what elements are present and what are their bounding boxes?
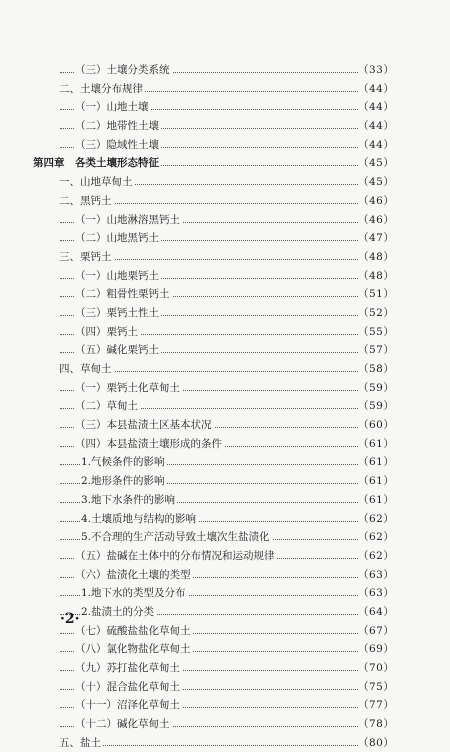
toc-page-number: （47） [358, 229, 392, 248]
toc-page-number: （59） [358, 379, 392, 398]
toc-page-number: （63） [358, 584, 392, 603]
toc-entry[interactable] [0, 80, 450, 99]
toc-page-number: （61） [358, 435, 392, 454]
toc-entry-title: （一）山地土壤 [75, 98, 151, 117]
toc-page-number: （58） [358, 360, 392, 379]
toc-entry-title: 5.不合理的生产活动导致土壤次生盐渍化 [81, 528, 272, 547]
toc-page-number: （60） [358, 416, 392, 435]
toc-page-number: （67） [358, 622, 392, 641]
toc-page-number: （33） [358, 61, 392, 80]
toc-entry[interactable] [0, 510, 450, 529]
toc-entry-title: （三）本县盐渍土区基本状况 [75, 416, 214, 435]
toc-entry-title: 五、盐土 [59, 734, 103, 752]
toc-page-number: （44） [358, 80, 392, 99]
toc-entry-title: （十）混合盐化草甸土 [75, 678, 182, 697]
toc-page-number: （44） [358, 117, 392, 136]
toc-entry-title: 四、草甸土 [59, 360, 114, 379]
toc-entry[interactable] [0, 734, 450, 752]
toc-entry[interactable] [0, 566, 450, 585]
toc-page-number: （62） [358, 547, 392, 566]
toc-entry[interactable] [0, 192, 450, 211]
toc-entry[interactable] [0, 304, 450, 323]
toc-page-number: （62） [358, 510, 392, 529]
toc-page-number: （46） [358, 211, 392, 230]
toc-page-number: （48） [358, 267, 392, 286]
toc-entry[interactable] [0, 285, 450, 304]
toc-entry[interactable] [0, 715, 450, 734]
table-of-contents [0, 61, 450, 752]
toc-page-number: （63） [358, 566, 392, 585]
toc-entry-title: （一）栗钙土化草甸土 [75, 379, 182, 398]
toc-entry[interactable] [0, 360, 450, 379]
toc-entry-title: （三）隐域性土壤 [75, 136, 161, 155]
toc-entry-title: 1.气候条件的影响 [81, 453, 167, 472]
toc-entry-title: （三）栗钙土性土 [75, 304, 161, 323]
toc-entry[interactable] [0, 211, 450, 230]
toc-page-number: （51） [358, 285, 392, 304]
toc-page-number: （61） [358, 453, 392, 472]
toc-entry-title: 1.地下水的类型及分布 [81, 584, 188, 603]
toc-page-number: （48） [358, 248, 392, 267]
toc-entry-title: （八）氯化物盐化草甸土 [75, 640, 193, 659]
toc-page-number: （55） [358, 323, 392, 342]
toc-entry[interactable] [0, 584, 450, 603]
toc-page-number: （61） [358, 472, 392, 491]
toc-page-number: （69） [358, 640, 392, 659]
toc-entry[interactable] [0, 229, 450, 248]
toc-entry[interactable] [0, 696, 450, 715]
toc-page-number: （61） [358, 491, 392, 510]
toc-entry-title: （六）盐渍化土壤的类型 [75, 566, 193, 585]
toc-page-number: （77） [358, 696, 392, 715]
toc-page-number: （80） [358, 734, 392, 752]
toc-entry-title: （一）山地栗钙土 [75, 267, 161, 286]
toc-entry-title: 3.地下水条件的影响 [81, 491, 177, 510]
page-number-folio: ·2· [60, 611, 80, 627]
toc-entry-title: 一、山地草甸土 [59, 173, 135, 192]
toc-entry[interactable] [0, 173, 450, 192]
toc-page-number: （52） [358, 304, 392, 323]
toc-entry[interactable] [0, 61, 450, 80]
toc-entry-title: （三）土壤分类系统 [75, 61, 172, 80]
toc-entry[interactable] [0, 323, 450, 342]
toc-entry[interactable] [0, 453, 450, 472]
toc-entry[interactable] [0, 117, 450, 136]
toc-entry-title: （一）山地淋溶黑钙土 [75, 211, 182, 230]
toc-entry[interactable] [0, 379, 450, 398]
toc-entry-title: 第四章 各类土壤形态特征 [33, 154, 161, 173]
toc-page-number: （70） [358, 659, 392, 678]
toc-entry[interactable] [0, 640, 450, 659]
toc-page-number: （44） [358, 136, 392, 155]
toc-entry-title: （二）草甸土 [75, 397, 140, 416]
toc-entry-title: 三、栗钙土 [59, 248, 114, 267]
toc-entry-title: （四）本县盐渍土壤形成的条件 [75, 435, 224, 454]
toc-entry[interactable] [0, 491, 450, 510]
toc-entry[interactable] [0, 416, 450, 435]
toc-entry[interactable] [0, 397, 450, 416]
toc-page-number: （78） [358, 715, 392, 734]
toc-entry[interactable] [0, 248, 450, 267]
toc-entry-title: （二）山地黑钙土 [75, 229, 161, 248]
toc-entry[interactable] [0, 341, 450, 360]
toc-entry[interactable] [0, 659, 450, 678]
toc-page-number: （45） [358, 154, 392, 173]
toc-leader-dots [60, 734, 358, 746]
toc-entry-title: 2.地形条件的影响 [81, 472, 167, 491]
toc-entry[interactable] [0, 98, 450, 117]
toc-entry-title: （二）粗骨性栗钙土 [75, 285, 172, 304]
toc-entry[interactable] [0, 547, 450, 566]
toc-entry-title: （九）苏打盐化草甸土 [75, 659, 182, 678]
toc-page-number: （44） [358, 98, 392, 117]
toc-entry[interactable] [0, 678, 450, 697]
toc-page-number: （59） [358, 397, 392, 416]
toc-entry-title: （五）碱化栗钙土 [75, 341, 161, 360]
toc-page-number: （75） [358, 678, 392, 697]
toc-entry-title: （十二）碱化草甸土 [75, 715, 172, 734]
toc-page-number: （64） [358, 603, 392, 622]
toc-entry[interactable] [0, 267, 450, 286]
toc-entry-title: 2.盐渍土的分类 [81, 603, 156, 622]
toc-entry-title: 二、土壤分布规律 [59, 80, 145, 99]
toc-page-number: （57） [358, 341, 392, 360]
toc-page-number: （46） [358, 192, 392, 211]
toc-entry-title: （五）盐碱在土体中的分布情况和运动规律 [75, 547, 277, 566]
toc-entry-title: 4.土壤质地与结构的影响 [81, 510, 198, 529]
toc-entry[interactable] [0, 528, 450, 547]
toc-chapter-entry[interactable] [0, 154, 450, 173]
toc-entry[interactable] [0, 136, 450, 155]
toc-entry[interactable] [0, 472, 450, 491]
toc-entry-title: （十一）沼泽化草甸土 [75, 696, 182, 715]
toc-entry-title: （七）硫酸盐盐化草甸土 [75, 622, 193, 641]
toc-page-number: （45） [358, 173, 392, 192]
toc-entry-title: （二）地带性土壤 [75, 117, 161, 136]
toc-entry-title: （四）栗钙土 [75, 323, 140, 342]
toc-page-number: （62） [358, 528, 392, 547]
toc-entry-title: 二、黑钙土 [59, 192, 114, 211]
toc-entry[interactable] [0, 435, 450, 454]
